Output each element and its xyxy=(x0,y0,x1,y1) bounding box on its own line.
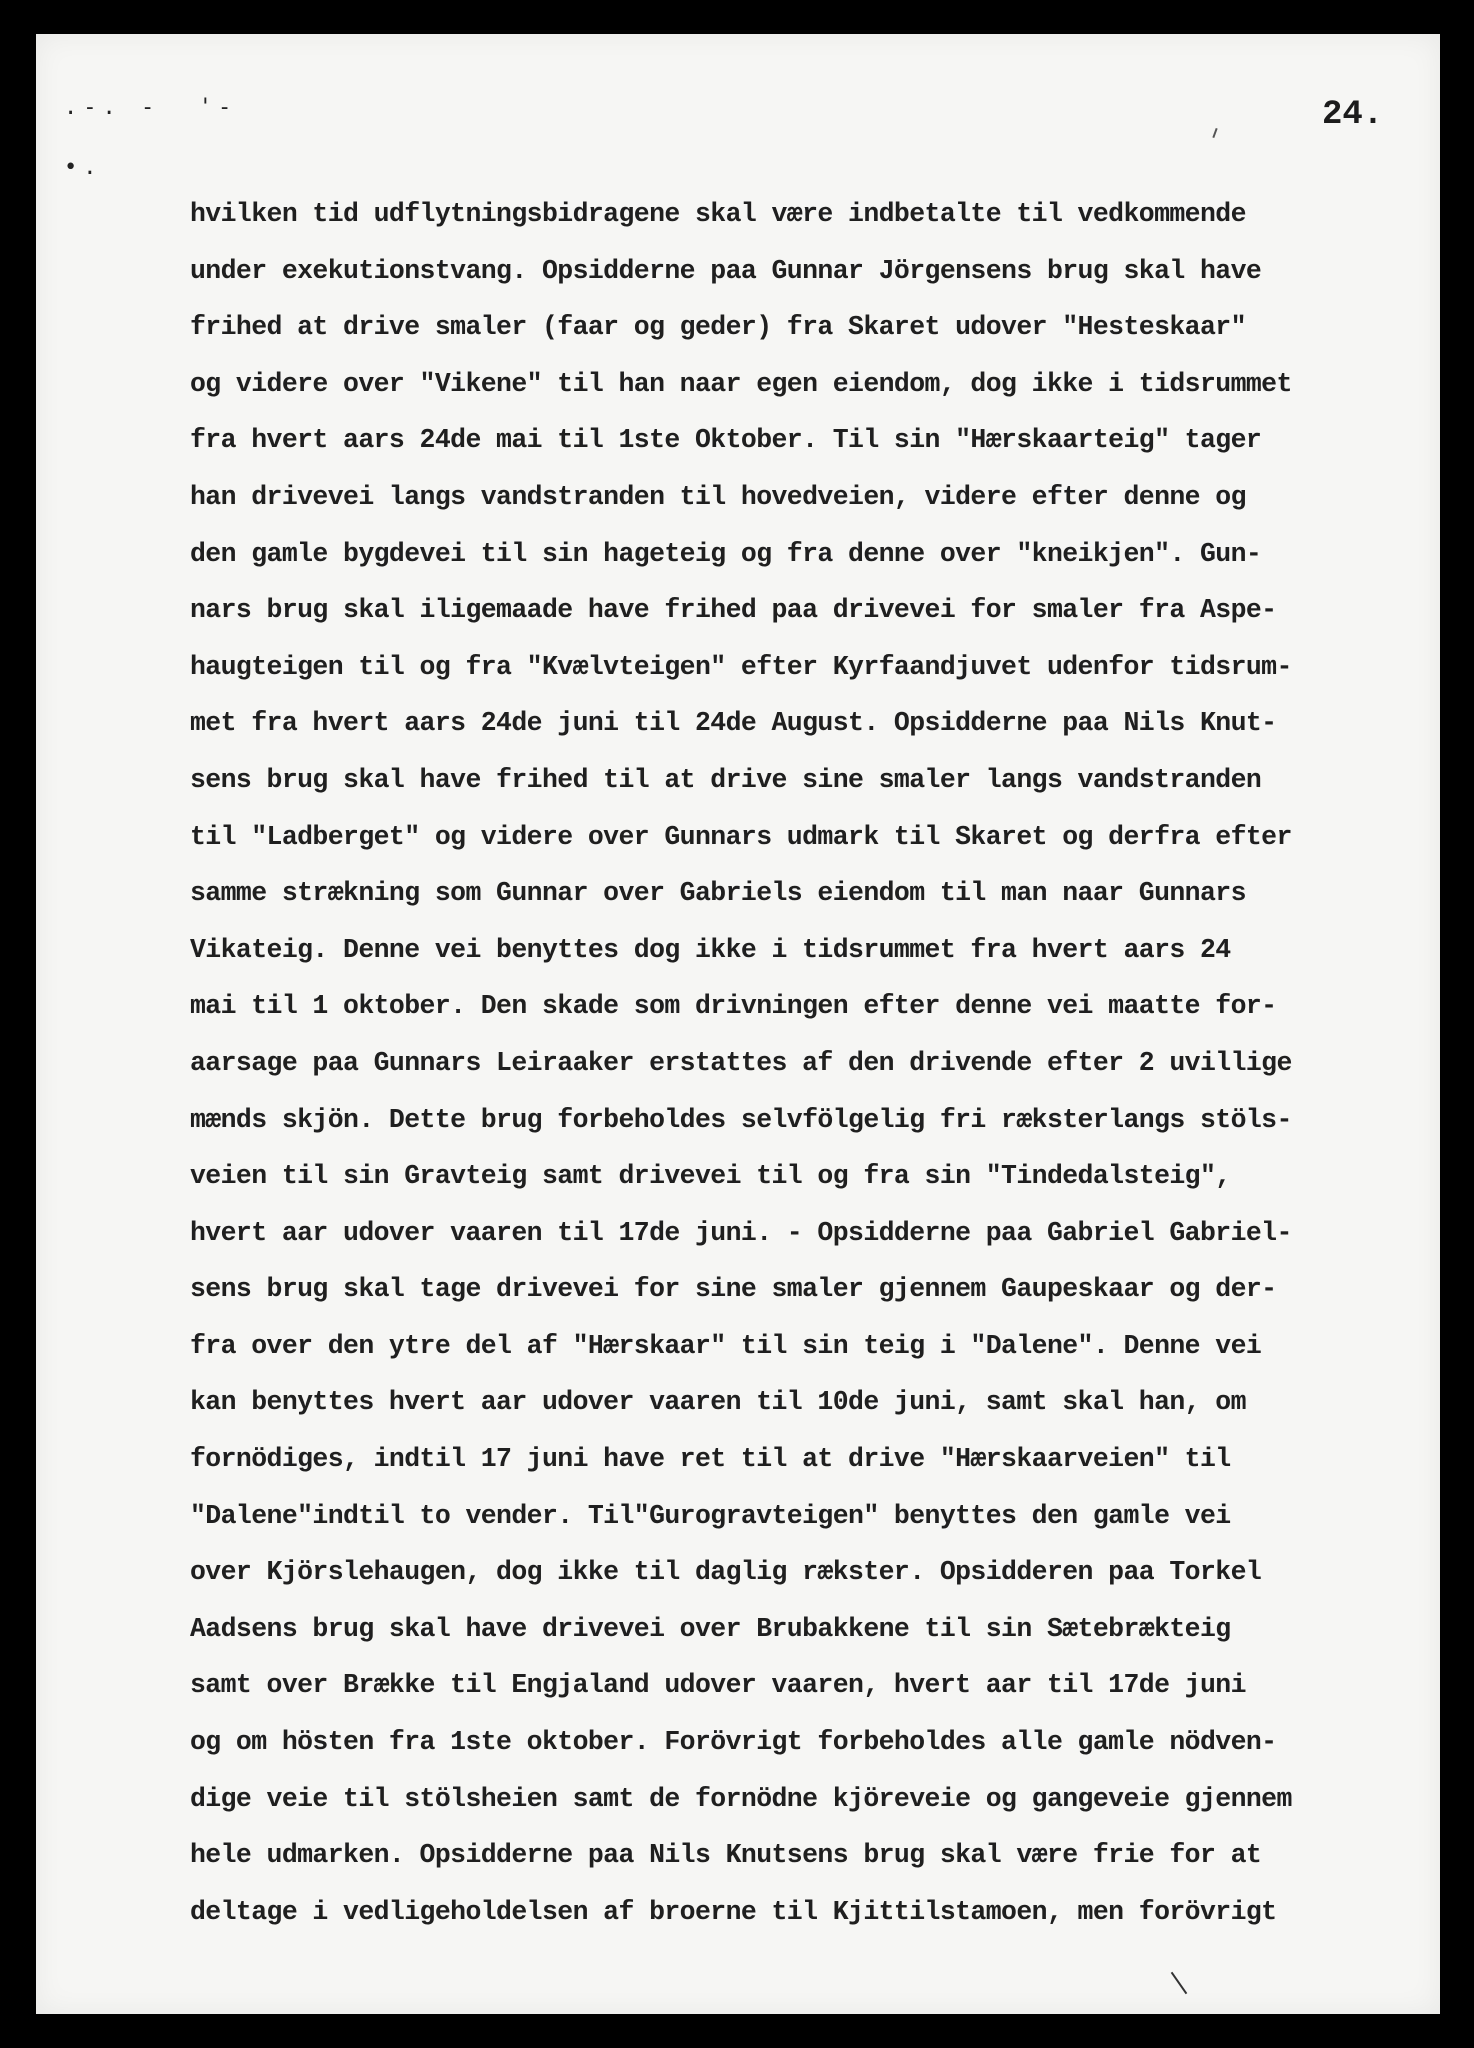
text-line: sens brug skal have frihed til at drive sine smaler langs vandstranden xyxy=(190,764,1262,795)
text-line: fra hvert aars 24de mai til 1ste Oktober. Til sin "Hærskaarteig" tager xyxy=(190,425,1262,456)
text-line: veien til sin Gravteig samt drivevei til og fra sin "Tindedalsteig", xyxy=(190,1161,1231,1192)
text-line: hvert aar udover vaaren til 17de juni. - Opsidderne paa Gabriel Gabriel- xyxy=(190,1217,1292,1248)
text-line: den gamle bygdevei til sin hageteig og fra denne over "kneikjen". Gun- xyxy=(190,538,1262,569)
text-line: fornödiges, indtil 17 juni have ret til at drive "Hærskaarveien" til xyxy=(190,1444,1231,1475)
text-line: til "Ladberget" og videre over Gunnars udmark til Skaret og derfra efter xyxy=(190,821,1292,852)
text-line: "Dalene"indtil to vender. Til"Gurogravteigen" benyttes den gamle vei xyxy=(190,1500,1231,1531)
text-line: fra over den ytre del af "Hærskaar" til sin teig i "Dalene". Denne vei xyxy=(190,1330,1262,1361)
text-line: under exekutionstvang. Opsidderne paa Gunnar Jörgensens brug skal have xyxy=(190,255,1262,286)
text-line: samt over Brække til Engjaland udover vaaren, hvert aar til 17de juni xyxy=(190,1670,1246,1701)
text-line: deltage i vedligeholdelsen af broerne til Kjittilstamoen, men forövrigt xyxy=(190,1896,1277,1927)
text-line: og om hösten fra 1ste oktober. Forövrigt forbeholdes alle gamle nödven- xyxy=(190,1727,1277,1758)
text-line: og videre over "Vikene" til han naar egen eiendom, dog ikke i tidsrummet xyxy=(190,368,1292,399)
marginal-mark-1: .-. - '- xyxy=(64,95,238,120)
marginal-mark-2: •. xyxy=(64,155,103,180)
text-line: hvilken tid udflytningsbidragene skal være indbetalte til vedkommende xyxy=(190,199,1246,229)
text-line: sens brug skal tage drivevei for sine smaler gjennem Gaupeskaar og der- xyxy=(190,1274,1277,1305)
text-line: aarsage paa Gunnars Leiraaker erstattes af den drivende efter 2 uvillige xyxy=(190,1047,1292,1078)
marginal-marks xyxy=(64,78,237,198)
stray-pen-mark xyxy=(1171,1972,1188,1994)
text-line: frihed at drive smaler (faar og geder) fra Skaret udover "Hesteskaar" xyxy=(190,312,1246,343)
text-line: Vikateig. Denne vei benyttes dog ikke i tidsrummet fra hvert aars 24 xyxy=(190,934,1231,965)
text-line: han drivevei langs vandstranden til hovedveien, videre efter denne og xyxy=(190,481,1246,512)
stray-tick-mark xyxy=(1212,128,1217,138)
text-line: haugteigen til og fra "Kvælvteigen" efter Kyrfaandjuvet udenfor tidsrum- xyxy=(190,651,1292,682)
text-line: Aadsens brug skal have drivevei over Brubakkene til sin Sætebrækteig xyxy=(190,1613,1231,1644)
text-line: mai til 1 oktober. Den skade som drivningen efter denne vei maatte for- xyxy=(190,991,1277,1022)
text-line: samme strækning som Gunnar over Gabriels eiendom til man naar Gunnars xyxy=(190,878,1246,909)
text-line: met fra hvert aars 24de juni til 24de August. Opsidderne paa Nils Knut- xyxy=(190,708,1277,739)
text-line: mænds skjön. Dette brug forbeholdes selvfölgelig fri ræksterlangs stöls- xyxy=(190,1104,1292,1135)
text-line: nars brug skal iligemaade have frihed paa drivevei for smaler fra Aspe- xyxy=(190,595,1277,626)
text-line: kan benyttes hvert aar udover vaaren til 10de juni, samt skal han, om xyxy=(190,1387,1246,1418)
document-page xyxy=(36,34,1440,2014)
text-line: over Kjörslehaugen, dog ikke til daglig rækster. Opsidderen paa Torkel xyxy=(190,1557,1262,1588)
page-number: 24. xyxy=(1322,96,1384,134)
text-line: hele udmarken. Opsidderne paa Nils Knutsens brug skal være frie for at xyxy=(190,1840,1262,1871)
typed-text-body xyxy=(190,186,1450,1940)
text-line: dige veie til stölsheien samt de fornödne kjöreveie og gangeveie gjennem xyxy=(190,1783,1292,1814)
